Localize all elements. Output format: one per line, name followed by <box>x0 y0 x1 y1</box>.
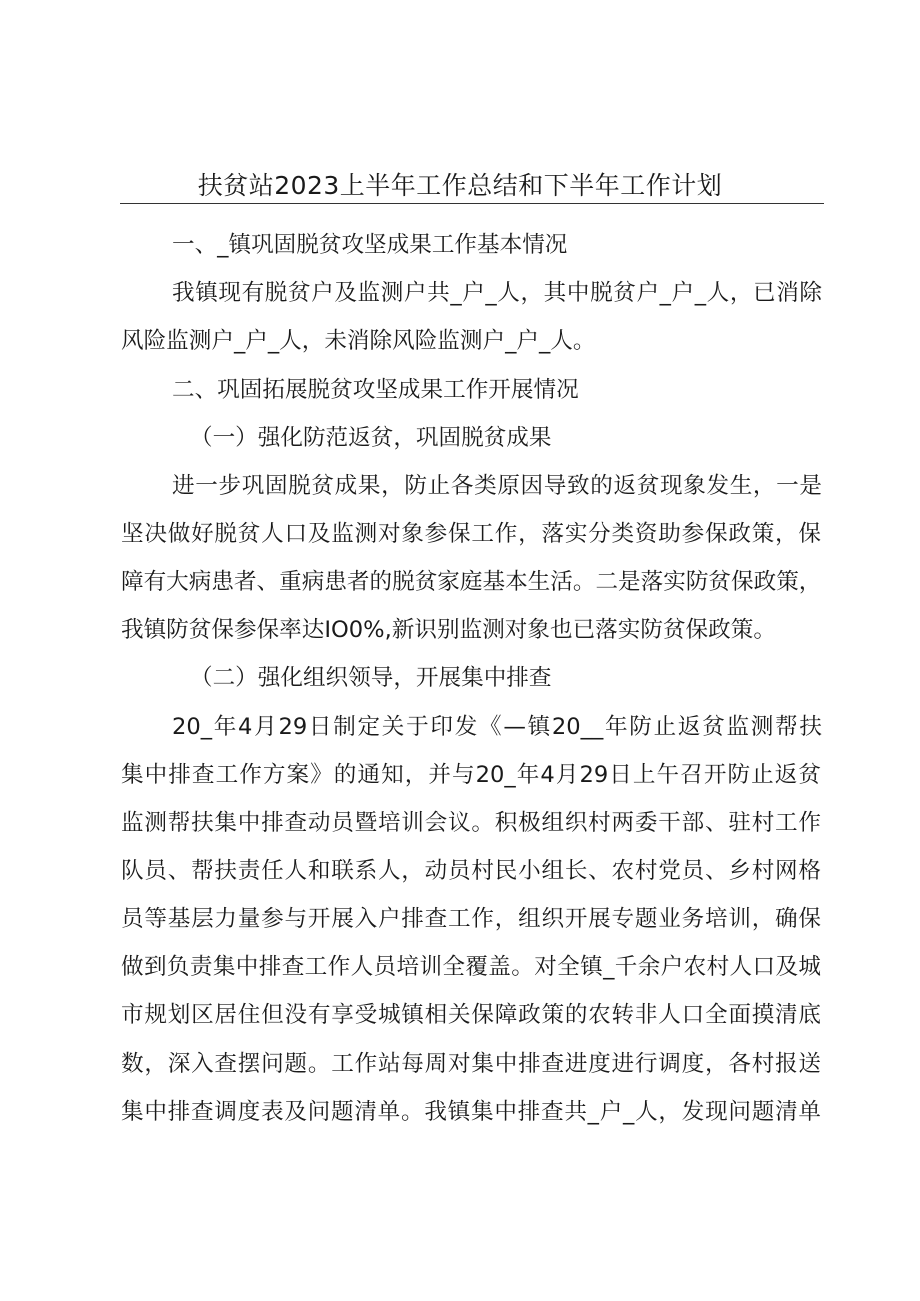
paragraph-line: 20_年4月29日制定关于印发《—镇20__年防止返贫监测帮扶 <box>172 714 822 740</box>
paragraph-line: 坚决做好脱贫人口及监测对象参保工作，落实分类资助参保政策，保 <box>121 521 821 547</box>
paragraph-line: 我镇防贫保参保率达IO0%,新识别监测对象也已落实防贫保政策。 <box>121 617 776 643</box>
subsection-heading-1: （一）强化防范返贫，巩固脱贫成果 <box>190 425 552 451</box>
subsection-heading-2: （二）强化组织领导，开展集中排查 <box>190 665 552 691</box>
paragraph-line: 障有大病患者、重病患者的脱贫家庭基本生活。二是落实防贫保政策， <box>121 569 822 595</box>
paragraph-line: 监测帮扶集中排查动员暨培训会议。积极组织村两委干部、驻村工作 <box>121 810 821 836</box>
paragraph-line: 我镇现有脱贫户及监测户共_户_人，其中脱贫户_户_人，已消除 <box>172 280 822 306</box>
paragraph-line: 集中排查工作方案》的通知，并与20_年4月29日上午召开防止返贫 <box>121 762 821 788</box>
paragraph-line: 市规划区居住但没有享受城镇相关保障政策的农转非人口全面摸清底 <box>121 1002 821 1028</box>
paragraph-line: 风险监测户_户_人，未消除风险监测户_户_人。 <box>121 328 596 354</box>
section-heading-1: 一、_镇巩固脱贫攻坚成果工作基本情况 <box>172 232 568 258</box>
paragraph-line: 做到负责集中排查工作人员培训全覆盖。对全镇_千余户农村人口及城 <box>121 954 821 980</box>
title-underline <box>120 203 824 204</box>
paragraph-line: 数，深入查摆问题。工作站每周对集中排查进度进行调度，各村报送 <box>121 1051 821 1077</box>
document-title: 扶贫站2023上半年工作总结和下半年工作计划 <box>197 171 723 200</box>
paragraph-line: 进一步巩固脱贫成果，防止各类原因导致的返贫现象发生，一是 <box>172 473 822 499</box>
section-heading-2: 二、巩固拓展脱贫攻坚成果工作开展情况 <box>172 377 579 403</box>
paragraph-line: 集中排查调度表及问题清单。我镇集中排查共_户_人，发现问题清单 <box>121 1099 821 1125</box>
paragraph-line: 员等基层力量参与开展入户排查工作，组织开展专题业务培训，确保 <box>121 906 821 932</box>
paragraph-line: 队员、帮扶责任人和联系人，动员村民小组长、农村党员、乡村网格 <box>121 858 821 884</box>
